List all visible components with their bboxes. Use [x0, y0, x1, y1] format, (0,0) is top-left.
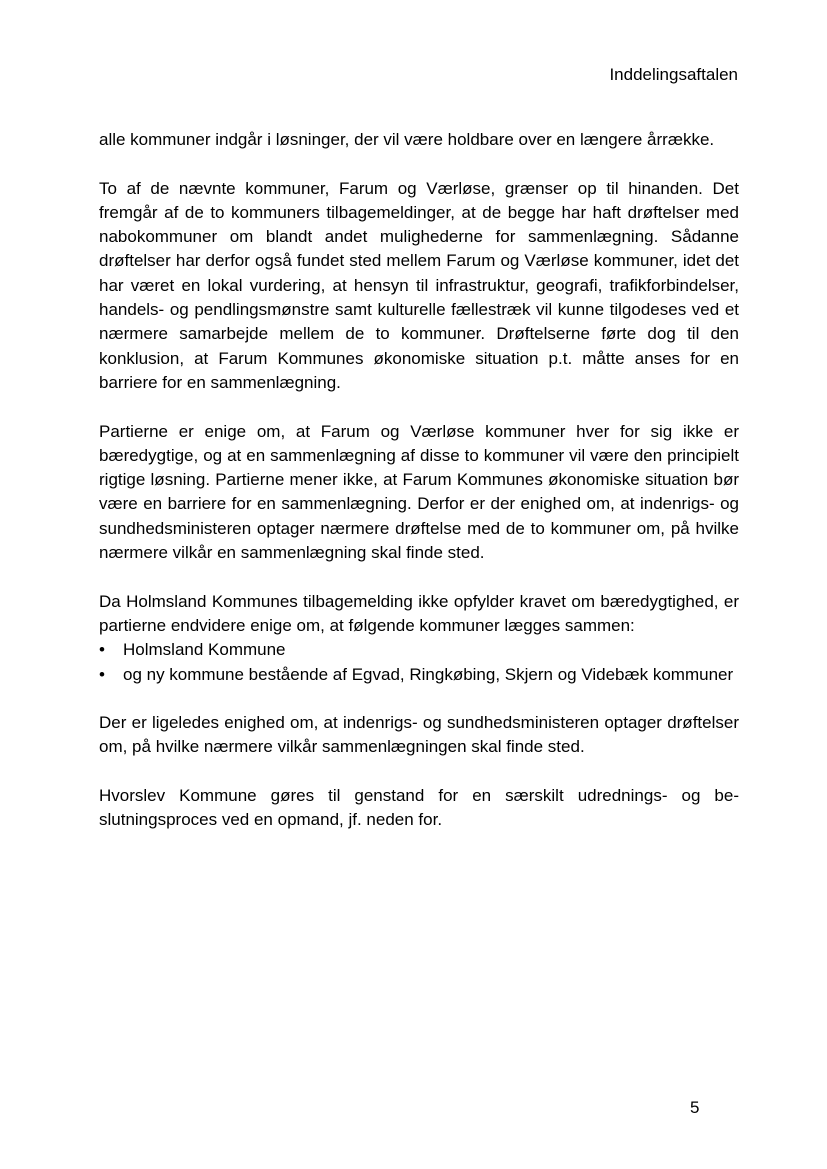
paragraph-4-intro: Da Holmsland Kommunes tilbagemelding ikke opfylder kravet om bæredygtighed, er partierne endvidere enige om, at følgende kommuner lægges sammen:: [99, 591, 739, 635]
running-header: Inddelingsaftalen: [609, 65, 738, 84]
list-item-text: og ny kommune bestående af Egvad, Ringkøbing, Skjern og Videbæk kommuner: [123, 664, 734, 684]
document-body: [99, 128, 739, 857]
paragraph-5: Der er ligeledes enighed om, at indenrigs- og sundhedsministeren optager drøftelser om, på hvilke nærmere vilkår sammenlægningen skal finde sted.: [99, 713, 739, 757]
bullet-icon: •: [99, 640, 105, 660]
paragraph-1: alle kommuner indgår i løsninger, der vil være holdbare over en længere årrække.: [99, 130, 715, 149]
bullet-icon: •: [99, 664, 105, 684]
paragraph-2: To af de nævnte kommuner, Farum og Værløse, grænser op til hinanden. Det fremgår af de to kommuners tilbagemeldinger, at de begge har haft drøftelser med nabokommuner om blandt andet mulighederne for sammenlægning. Sådanne drøftelser har derfor også fundet sted mellem Farum og Værløse kommuner, idet det har været en lokal vurdering, at hensyn til infrastruktur, geografi, trafikforbindelser, handels- og pendlingsmønstre samt kulturelle fællestræk vil kunne tilgodeses ved et nærmere samarbejde mellem de to kommuner. Drøftelserne førte dog til den konklusion, at Farum Kommunes økonomiske situation p.t. måtte anses for en barriere for en sammenlægning.: [99, 178, 739, 392]
paragraph-6: Hvorslev Kommune gøres til genstand for en særskilt udrednings- og beslutningsproces ved en opmand, jf. neden for.: [99, 786, 739, 830]
page-number: 5: [690, 1098, 700, 1117]
list-item: [99, 638, 739, 662]
bullet-list: [99, 638, 739, 687]
list-item: [99, 663, 739, 687]
paragraph-3: Partierne er enige om, at Farum og Værløse kommuner hver for sig ikke er bæredygtige, og at en sammenlægning af disse to kommuner vil være den principielt rigtige løsning. Partierne mener ikke, at Farum Kommunes økonomiske situation bør være en barriere for en sammenlægning. Derfor er der enighed om, at indenrigs- og sundhedsministeren optager nærmere drøftelse med de to kommuner om, på hvilke nærmere vilkår en sammenlægning skal finde sted.: [99, 421, 739, 563]
list-item-text: Holmsland Kommune: [123, 640, 286, 660]
